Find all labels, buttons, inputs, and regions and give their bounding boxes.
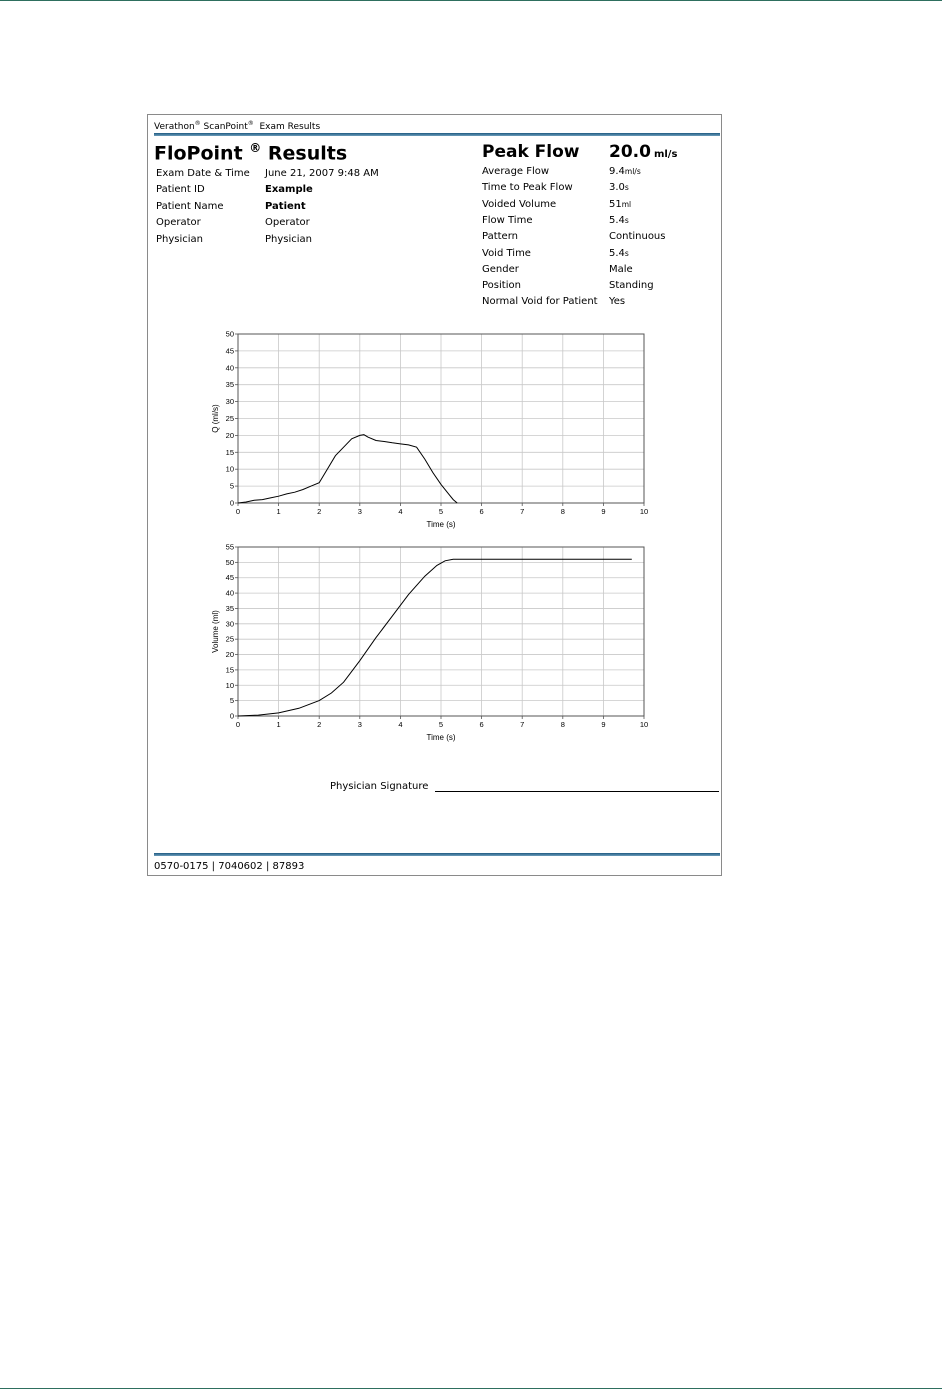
x-tick-label: 0 — [235, 507, 241, 516]
x-tick-label: 9 — [601, 507, 606, 516]
x-tick-label: 10 — [639, 720, 649, 729]
exam-info-label: Patient Name — [156, 200, 224, 212]
x-tick-label: 8 — [560, 507, 565, 516]
peak-flow-label: Peak Flow — [482, 142, 580, 162]
brand-name: Verathon — [154, 122, 195, 132]
x-tick-label: 9 — [601, 720, 606, 729]
result-label: Position — [482, 280, 521, 292]
y-tick-label: 30 — [225, 397, 234, 407]
page-top-rule — [0, 0, 942, 1]
x-tick-label: 8 — [560, 720, 565, 729]
result-unit: s — [624, 183, 629, 193]
title-suffix: Results — [267, 142, 348, 165]
y-tick-label: 10 — [225, 680, 234, 690]
y-tick-label: 40 — [225, 588, 234, 598]
result-number: 5.4 — [609, 214, 625, 226]
y-tick-label: 55 — [225, 542, 234, 552]
result-label: Pattern — [482, 231, 518, 243]
title-reg-mark: ® — [249, 141, 262, 155]
y-tick-label: 15 — [225, 447, 234, 457]
exam-info-label: Patient ID — [156, 184, 205, 196]
exam-info-label: Exam Date & Time — [156, 168, 250, 179]
result-number: Standing — [609, 280, 654, 292]
result-number: Continuous — [609, 231, 666, 243]
volume-chart — [148, 115, 721, 755]
exam-report — [147, 114, 722, 876]
x-tick-label: 2 — [317, 507, 322, 516]
result-label: Voided Volume — [482, 198, 557, 210]
x-tick-label: 4 — [398, 507, 403, 516]
result-number: Yes — [609, 296, 626, 308]
y-axis-label: Q (ml/s) — [211, 404, 220, 433]
result-unit: ml — [621, 199, 632, 209]
peak-flow-unit: ml/s — [653, 149, 678, 160]
result-label: Normal Void for Patient — [482, 296, 598, 308]
x-tick-label: 1 — [276, 507, 281, 516]
y-tick-label: 35 — [225, 603, 234, 613]
x-axis-label: Time (s) — [426, 520, 456, 529]
result-number: 51 — [609, 198, 622, 210]
y-axis-label: Volume (ml) — [211, 610, 220, 653]
title-product: FloPoint — [154, 142, 243, 165]
y-tick-label: 25 — [225, 634, 234, 644]
y-tick-label: 50 — [225, 329, 234, 339]
brand-reg-mark: ® — [194, 120, 201, 127]
x-tick-label: 1 — [276, 720, 281, 729]
y-tick-label: 5 — [229, 696, 234, 706]
x-tick-label: 7 — [520, 507, 525, 516]
y-tick-label: 50 — [225, 557, 234, 567]
y-tick-label: 35 — [225, 380, 234, 390]
x-tick-label: 5 — [438, 720, 444, 729]
y-tick-label: 15 — [225, 665, 234, 675]
peak-flow-number: 20.0 — [609, 142, 651, 162]
exam-info-value: Patient — [265, 200, 306, 212]
x-axis-label: Time (s) — [426, 733, 456, 742]
physician-signature-line — [435, 791, 719, 792]
result-label: Flow Time — [482, 214, 533, 226]
exam-info-value: Operator — [265, 217, 310, 229]
report-section: Exam Results — [259, 122, 321, 132]
x-tick-label: 5 — [438, 507, 444, 516]
x-tick-label: 4 — [398, 720, 403, 729]
report-footer: 0570-0175 | 7040602 | 87893 — [154, 861, 305, 872]
y-tick-label: 25 — [225, 414, 234, 423]
result-number: Male — [609, 263, 633, 275]
exam-info-value: Physician — [265, 233, 313, 245]
x-tick-label: 2 — [317, 720, 322, 729]
y-tick-label: 40 — [225, 363, 234, 373]
x-tick-label: 3 — [357, 720, 362, 729]
product-reg-mark: ® — [247, 120, 254, 127]
exam-info-value: Example — [265, 184, 313, 196]
result-unit: s — [624, 248, 629, 258]
x-tick-label: 0 — [235, 720, 241, 729]
x-tick-label: 10 — [639, 507, 649, 516]
y-tick-label: 45 — [225, 573, 234, 583]
y-tick-label: 20 — [225, 650, 234, 660]
y-tick-label: 45 — [225, 346, 234, 356]
y-tick-label: 30 — [225, 619, 234, 629]
exam-info-value: June 21, 2007 9:48 AM — [265, 168, 379, 179]
y-tick-label: 20 — [225, 430, 234, 440]
result-label: Average Flow — [482, 166, 550, 177]
x-tick-label: 6 — [479, 507, 484, 516]
data-series-line — [238, 559, 632, 716]
result-label: Gender — [482, 263, 519, 275]
exam-info-label: Operator — [156, 217, 201, 229]
result-unit: ml/s — [624, 167, 641, 176]
product-name: ScanPoint — [203, 122, 248, 132]
footer-divider — [154, 853, 720, 856]
result-number: 9.4 — [609, 166, 625, 177]
y-tick-label: 0 — [229, 711, 234, 721]
result-unit: s — [624, 215, 629, 225]
x-tick-label: 6 — [479, 720, 484, 729]
result-number: 3.0 — [609, 182, 625, 194]
y-tick-label: 5 — [229, 481, 234, 491]
exam-info-label: Physician — [156, 233, 204, 245]
y-tick-label: 10 — [225, 464, 234, 474]
physician-signature-label: Physician Signature — [330, 781, 429, 792]
result-label: Void Time — [482, 247, 531, 259]
x-tick-label: 7 — [520, 720, 525, 729]
result-number: 5.4 — [609, 247, 625, 259]
x-tick-label: 3 — [357, 507, 362, 516]
y-tick-label: 0 — [229, 498, 234, 508]
result-label: Time to Peak Flow — [482, 182, 573, 194]
